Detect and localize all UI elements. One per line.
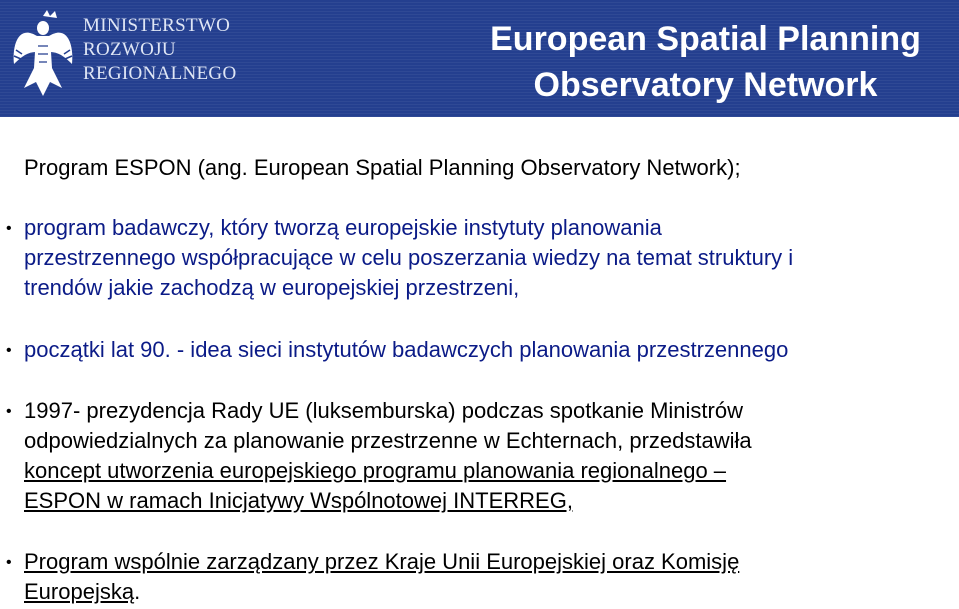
slide-title-line-2: Observatory Network [533,66,878,104]
ministry-line-1: MINISTERSTWO [83,15,231,36]
bullet-3-marker: • [6,403,12,420]
bullet-4-tail: . [134,579,141,604]
ministry-line-3: REGIONALNEGO [83,63,237,84]
ministry-name [83,14,236,86]
slide-body [0,117,959,609]
bullet-3 [24,396,959,516]
bullet-4-marker: • [6,554,12,571]
bullet-1-line-1 [24,213,959,243]
bullet-1-line-2: przestrzennego współpracujące w celu poszerzania wiedzy na temat struktury i [24,245,794,270]
bullet-4-line-1: Program wspólnie zarządzany przez Kraje Unii Europejskiej oraz Komisję [24,549,740,574]
bullet-1-marker: • [6,220,12,237]
bullet-1-line-3: trendów jakie zachodzą w europejskiej przestrzeni, [24,275,520,300]
bullet-2-marker: • [6,342,12,359]
ministry-line-2: ROZWOJU [83,39,176,60]
bullet-3-line-1: 1997- prezydencja Rady UE (luksemburska) podczas spotkanie Ministrów [24,398,743,423]
bullet-2 [24,335,959,365]
bullet-4-line-2 [24,577,959,607]
bullet-3-line-3: koncept utworzenia europejskiego programu planowania regionalnego – [24,458,727,483]
slide-title-line-1: European Spatial Planning [490,20,921,58]
bullet-1 [24,213,959,303]
intro-line: Program ESPON (ang. European Spatial Planning Observatory Network); [24,155,741,180]
bullet-4-line-2-text: Europejską [24,579,135,604]
polish-eagle-emblem-icon [8,6,78,98]
bullet-4 [24,547,959,607]
bullet-1-line-1-text: program badawczy, który tworzą europejskie instytuty planowania [24,215,662,240]
header-banner [0,0,959,117]
slide-title [452,16,959,108]
bullet-2-line-1: początki lat 90. - idea sieci instytutów badawczych planowania przestrzennego [24,337,789,362]
bullet-3-line-4: ESPON w ramach Inicjatywy Wspólnotowej INTERREG, [24,488,573,513]
bullet-3-line-2: odpowiedzialnych za planowanie przestrzenne w Echternach, przedstawiła [24,428,752,453]
